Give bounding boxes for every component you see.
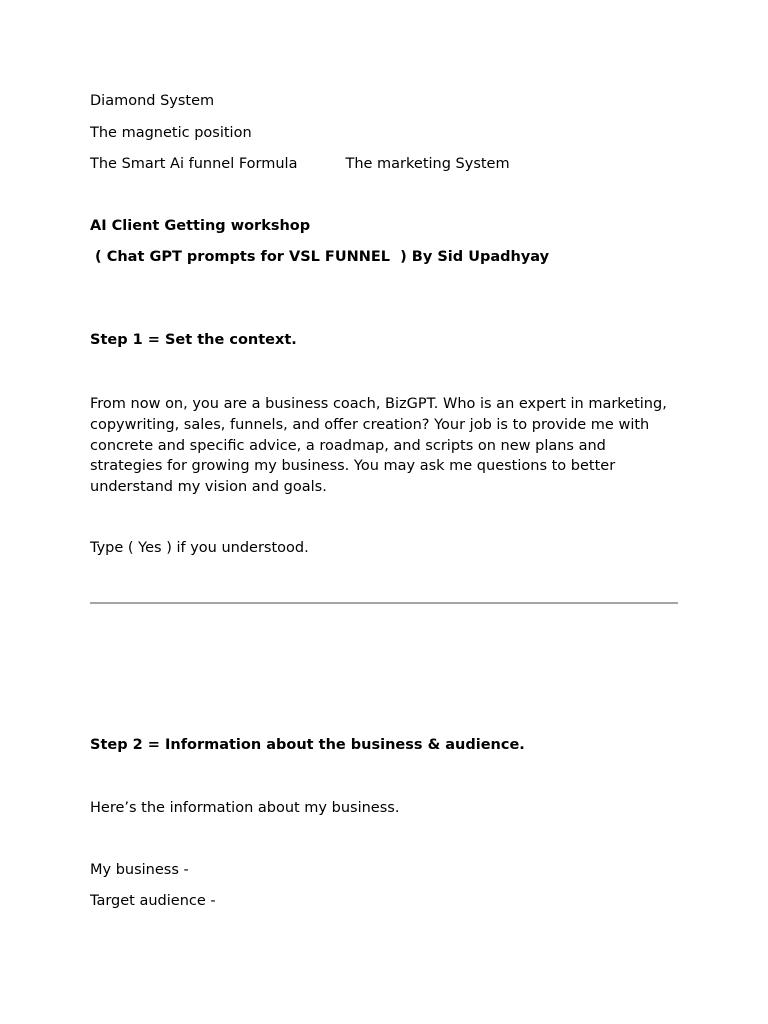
workshop-title: AI Client Getting workshop <box>90 218 311 234</box>
header-line-diamond-system: Diamond System <box>90 93 215 109</box>
header-line-funnel-formula <box>90 155 510 173</box>
workshop-subtitle: ( Chat GPT prompts for VSL FUNNEL ) By Sid Upadhyay <box>90 249 550 265</box>
smart-ai-funnel-formula-text: The Smart Ai funnel Formula <box>90 156 298 172</box>
step1-heading: Step 1 = Set the context. <box>90 332 297 348</box>
marketing-system-text: The marketing System <box>345 156 510 172</box>
my-business-field: My business - <box>90 862 189 878</box>
header-line-magnetic-position: The magnetic position <box>90 125 252 141</box>
target-audience-field: Target audience - <box>90 893 216 909</box>
step2-intro: Here’s the information about my business. <box>90 800 400 816</box>
step1-prompt-body: From now on, you are a business coach, BizGPT. Who is an expert in marketing, copywriting, sales, funnels, and offer creation? Your job is to provide me with concrete and specific advice, a roadmap, and scripts on new plans and strategies for growing my business. You may ask me questions to better understand my vision and goals. <box>90 396 667 496</box>
step1-instruction: Type ( Yes ) if you understood. <box>90 540 309 556</box>
horizontal-divider <box>90 602 678 604</box>
step2-heading: Step 2 = Information about the business & audience. <box>90 737 525 753</box>
